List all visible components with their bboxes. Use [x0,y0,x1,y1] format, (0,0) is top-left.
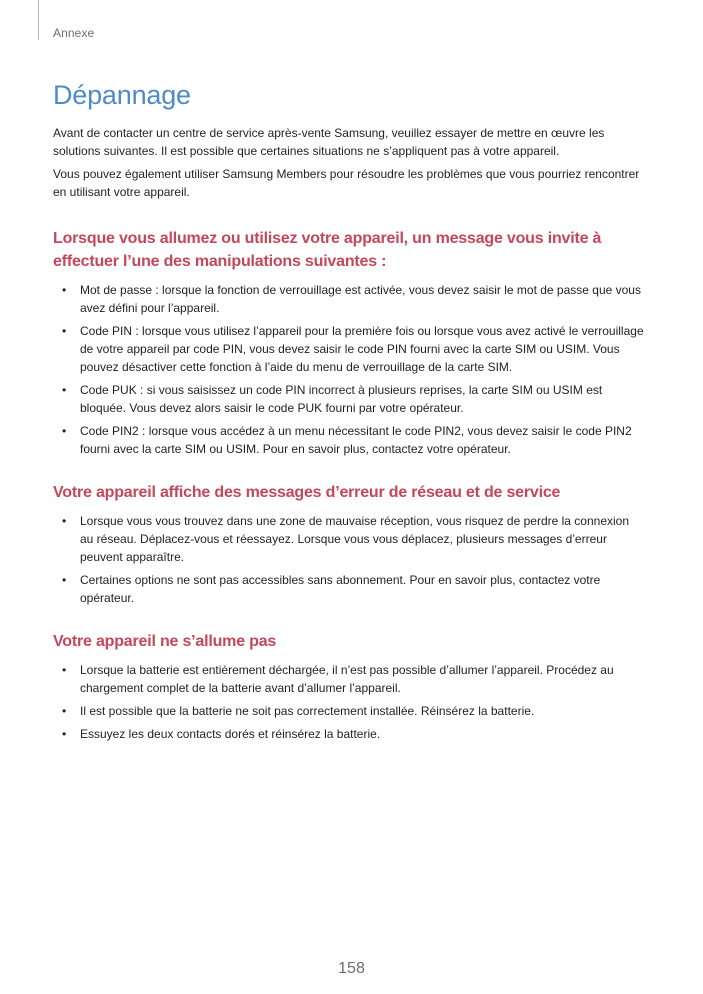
list-item [53,702,645,720]
list-item-text: Code PIN2 : lorsque vous accédez à un menu nécessitant le code PIN2, vous devez saisir le code PIN2 fourni avec la carte SIM ou USIM. Pour en savoir plus, contactez votre opérateur. [80,424,632,456]
section-heading: Votre appareil ne s’allume pas [53,633,277,650]
bullet-icon: • [62,727,67,741]
list-item [53,512,645,566]
bullet-icon: • [62,514,67,528]
bullet-icon: • [62,283,67,297]
bullet-list [53,512,645,607]
section-unlock-codes [53,227,645,458]
list-item-text: Mot de passe : lorsque la fonction de verrouillage est activée, vous devez saisir le mot de passe que vous avez défini pour l’appareil. [80,283,641,315]
bullet-icon: • [62,573,67,587]
list-item-text: Il est possible que la batterie ne soit pas correctement installée. Réinsérez la batterie. [80,704,535,718]
list-item [53,571,645,607]
list-item [53,725,645,743]
bullet-icon: • [62,324,67,338]
intro-paragraph-1: Avant de contacter un centre de service après-vente Samsung, veuillez essayer de mettre en œuvre les solutions suivantes. Il est possible que certaines situations ne s’appliquent pas à votre appareil. [53,126,605,158]
list-item [53,381,645,417]
list-item [53,661,645,697]
section-label: Annexe [53,26,95,40]
bullet-icon: • [62,424,67,438]
section-device-no-power [53,630,645,743]
list-item-text: Lorsque vous vous trouvez dans une zone de mauvaise réception, vous risquez de perdre la connexion au réseau. Déplacez-vous et réessayez. Lorsque vous vous déplacez, plusieurs messages d’erreur peuvent apparaître. [80,514,630,564]
page-number: 158 [338,960,365,977]
section-heading: Lorsque vous allumez ou utilisez votre appareil, un message vous invite à effectuer l’une des manipulations suivantes : [53,230,602,270]
bullet-list [53,281,645,458]
section-heading: Votre appareil affiche des messages d’erreur de réseau et de service [53,484,561,501]
page-content [53,124,645,748]
list-item-text: Lorsque la batterie est entièrement déchargée, il n’est pas possible d’allumer l’appareil. Procédez au chargement complet de la batterie avant d’allumer l’appareil. [80,663,614,695]
page-title: Dépannage [53,80,191,110]
intro-paragraph-2: Vous pouvez également utiliser Samsung Members pour résoudre les problèmes que vous pourriez rencontrer en utilisant votre appareil. [53,167,640,199]
header-side-rule [38,0,39,40]
bullet-icon: • [62,663,67,677]
list-item-text: Certaines options ne sont pas accessibles sans abonnement. Pour en savoir plus, contactez votre opérateur. [80,573,601,605]
list-item-text: Essuyez les deux contacts dorés et réinsérez la batterie. [80,727,381,741]
list-item [53,422,645,458]
list-item-text: Code PUK : si vous saisissez un code PIN incorrect à plusieurs reprises, la carte SIM ou USIM est bloquée. Vous devez alors saisir le code PUK fourni par votre opérateur. [80,383,603,415]
bullet-icon: • [62,704,67,718]
list-item [53,322,645,376]
list-item-text: Code PIN : lorsque vous utilisez l’appareil pour la première fois ou lorsque vous avez activé le verrouillage de votre appareil par code PIN, vous devez saisir le code PIN fourni avec la carte SIM ou USIM. Vous pouvez désactiver cette fonction à l’aide du menu de verrouillage de la carte SIM. [80,324,644,374]
bullet-list [53,661,645,743]
section-network-errors [53,481,645,607]
list-item [53,281,645,317]
bullet-icon: • [62,383,67,397]
